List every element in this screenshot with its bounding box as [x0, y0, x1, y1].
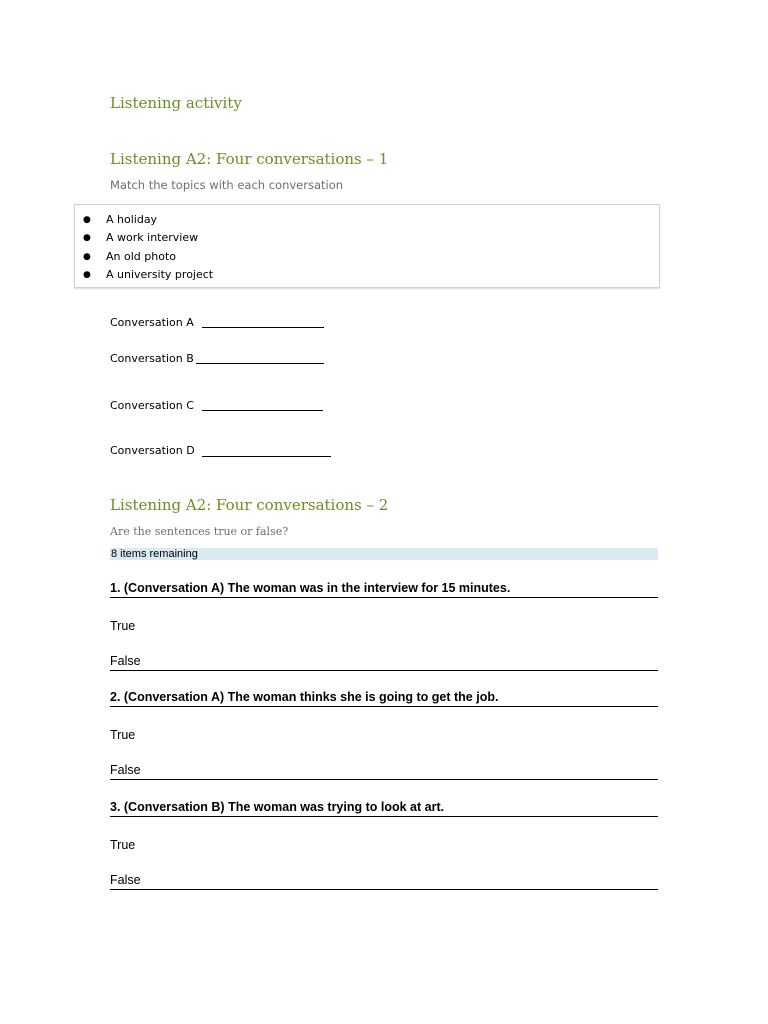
bullet-icon: ● — [83, 251, 91, 262]
items-remaining-bar: 8 items remaining — [110, 548, 658, 560]
conversation-c-answer-blank[interactable] — [202, 410, 323, 411]
question-3-option-false[interactable]: False — [110, 873, 658, 890]
conversation-a-label: Conversation A — [110, 316, 194, 329]
section-2-instruction: Are the sentences true or false? — [110, 525, 289, 538]
conversation-b-label: Conversation B — [110, 352, 194, 365]
question-2: 2. (Conversation A) The woman thinks she is going to get the job. — [110, 690, 658, 707]
bullet-icon: ● — [83, 215, 91, 225]
question-3-option-true[interactable]: True — [110, 838, 136, 852]
activity-title: Listening activity — [110, 94, 242, 112]
question-2-option-true[interactable]: True — [110, 728, 136, 742]
bullet-icon: ● — [83, 269, 91, 280]
topic-label: An old photo — [106, 249, 176, 263]
conversation-a-answer-blank[interactable] — [202, 327, 324, 328]
topic-list-box — [74, 204, 660, 288]
conversation-d-label: Conversation D — [110, 444, 195, 457]
bullet-icon: ● — [83, 233, 91, 244]
conversation-d-answer-blank[interactable] — [202, 456, 331, 457]
section-2-title: Listening A2: Four conversations – 2 — [110, 496, 389, 514]
conversation-c-label: Conversation C — [110, 399, 194, 412]
question-3: 3. (Conversation B) The woman was trying to look at art. — [110, 800, 658, 817]
topic-label: A work interview — [106, 231, 199, 245]
question-1-option-false[interactable]: False — [110, 654, 658, 671]
question-1-option-true[interactable]: True — [110, 619, 136, 633]
question-1: 1. (Conversation A) The woman was in the interview for 15 minutes. — [110, 581, 658, 598]
question-2-option-false[interactable]: False — [110, 763, 658, 780]
section-1-instruction: Match the topics with each conversation — [110, 178, 344, 192]
conversation-b-answer-blank[interactable] — [196, 363, 324, 364]
topic-label: A holiday — [106, 213, 158, 226]
topic-label: A university project — [106, 267, 214, 281]
section-1-title: Listening A2: Four conversations – 1 — [110, 150, 389, 168]
